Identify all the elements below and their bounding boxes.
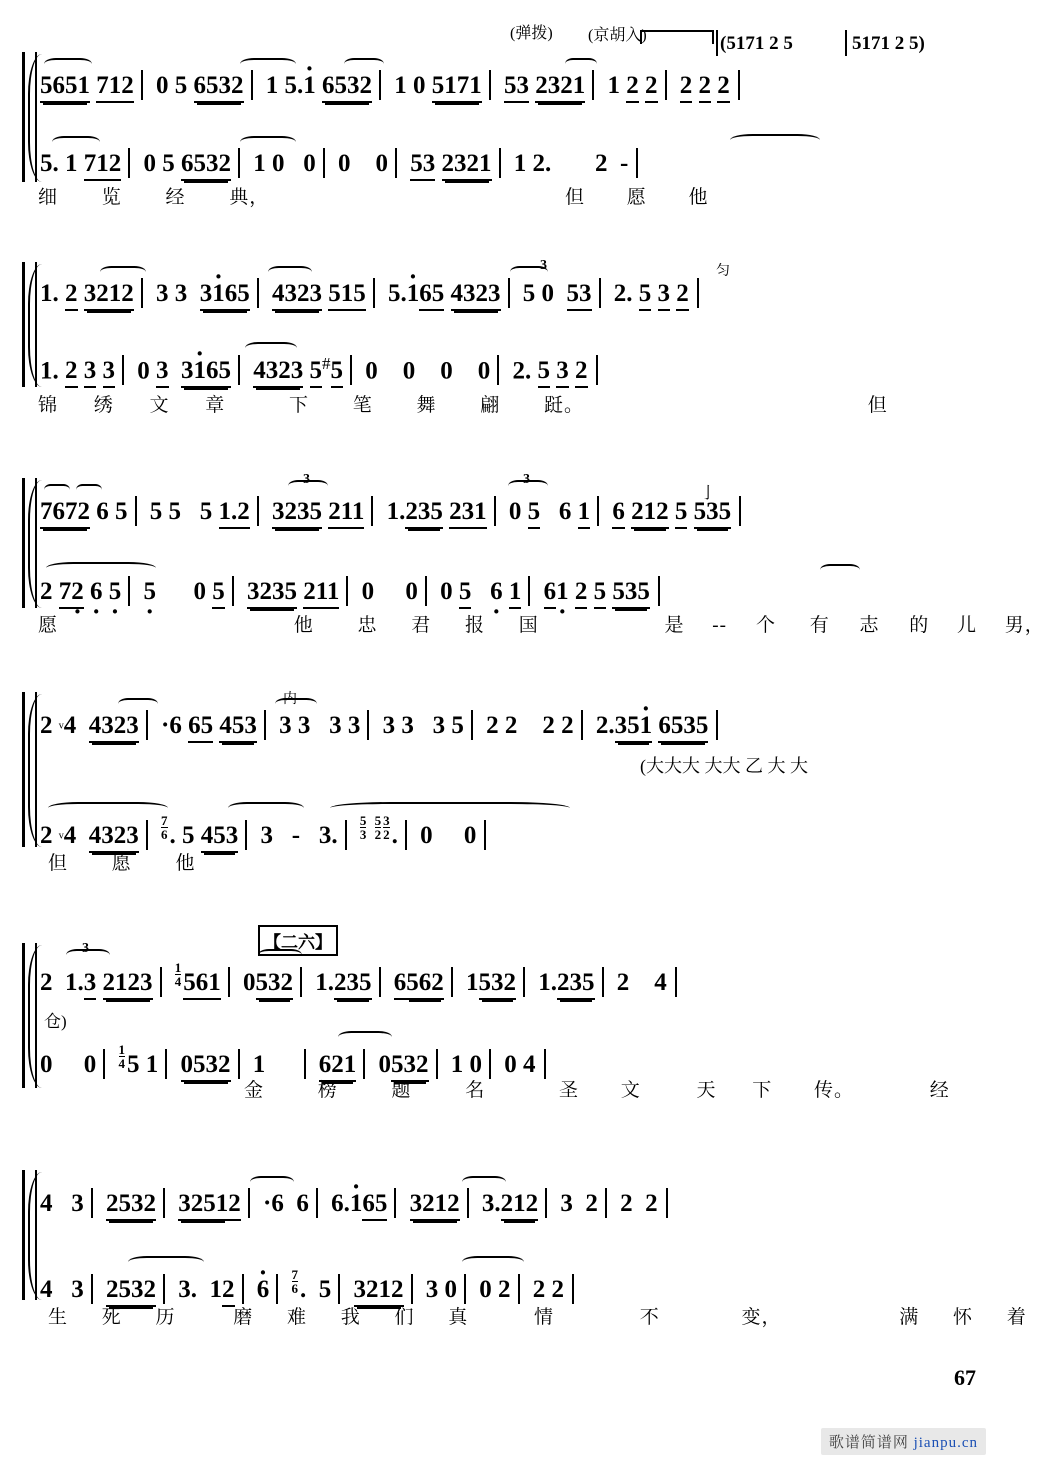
melody-line-6: 4 3 2532 32512 ·6 6 6.· 165 3212 3.212 3 2 2 2 [40, 1188, 668, 1218]
accomp-line-4: 2 ᵛ4 4323 7 6. 5 453 3 - 3. 5 3 5 2 3 2. 0 0 [40, 814, 486, 850]
lyrics-line-1 [38, 182, 745, 209]
slur [250, 1176, 294, 1188]
lyric-syllable: 传。 [814, 1080, 855, 1101]
lyric-syllable: 经 [165, 187, 186, 208]
lyric-syllable: 他 [293, 615, 314, 636]
lyric-syllable: 着 [1006, 1307, 1027, 1328]
slur [48, 802, 168, 814]
slur [245, 342, 297, 354]
lyric-syllable: 怀 [953, 1307, 974, 1328]
lyric-syllable: 但 [565, 187, 586, 208]
lyric-syllable: 生 [48, 1307, 69, 1328]
lyric-syllable: 情 [534, 1307, 555, 1328]
slur [128, 1256, 204, 1268]
slur [118, 698, 158, 710]
lyric-syllable: 我 [340, 1307, 361, 1328]
slur [258, 949, 302, 961]
lyric-syllable: 细 [38, 187, 59, 208]
percussion-annotation-end: 仓) [44, 1012, 67, 1031]
ornament-mark: 内 [283, 692, 297, 707]
slur [462, 1176, 506, 1188]
watermark-url: jianpu.cn [913, 1435, 978, 1451]
lyric-syllable: 历 [155, 1307, 176, 1328]
lyric-syllable: 磨 [233, 1307, 254, 1328]
lyric-syllable: 舞 [416, 395, 437, 416]
lyrics-line-3 [38, 610, 1045, 637]
lyric-syllable: 忠 [357, 615, 378, 636]
system-5 [0, 925, 1000, 1125]
lyric-syllable: 圣 [559, 1080, 580, 1101]
tuplet-mark: 3 [523, 472, 530, 487]
accomp-line-2: 1. 2 3 3 0 3 3· 165 4323 5#5 0 0 0 0 2. 5 3 2 [40, 354, 598, 385]
lyric-syllable: 题 [391, 1080, 412, 1101]
lyric-syllable: 下 [752, 1080, 773, 1101]
lyric-syllable: 愿 [626, 187, 647, 208]
melody-line-1: 5651 712 0 5 6532 1 5.· 1 6532 1 0 5171 53 2321 1 2 2 2 2 2 [40, 70, 740, 100]
lyric-syllable: 经 [929, 1080, 950, 1101]
lyric-syllable: 榜 [317, 1080, 338, 1101]
pickup-group-2: 5171 2 5) [852, 33, 925, 54]
slur [44, 58, 92, 70]
lyric-syllable: 翩 [480, 395, 501, 416]
lyric-syllable: 他 [175, 853, 196, 874]
lyric-syllable: 章 [205, 395, 226, 416]
system-6 [0, 1170, 1027, 1350]
slur [565, 58, 597, 70]
system-4 [0, 692, 1000, 882]
lyric-syllable: 君 [411, 615, 432, 636]
lyric-syllable: -- [712, 615, 727, 636]
lyric-syllable: 但 [867, 395, 888, 416]
melody-line-3: 7672 6 5 5 5 5 1.2 3235 211 1.235 231 0 5 6 1 6 212 5 535 [40, 496, 741, 526]
slur [228, 802, 304, 814]
lyric-syllable: 绣 [93, 395, 114, 416]
lyric-syllable: 但 [48, 853, 69, 874]
lyric-syllable: 国 [518, 615, 539, 636]
lyrics-line-4 [48, 848, 196, 875]
lyric-syllable: 真 [448, 1307, 469, 1328]
phrase-bracket [640, 30, 714, 44]
accomp-line-3: 2 72 · 6 · 5 · 5 · 0 5 3235 211 0 0 0 5 6 · 1 61 · 2 5 535 [40, 576, 660, 606]
lyric-syllable: 们 [394, 1307, 415, 1328]
accomp-line-6: 4 3 2532 3. 12 · 6 7 6. 5 3212 3 0 0 2 2 2 [40, 1268, 574, 1304]
lyric-syllable: 变， [741, 1307, 782, 1328]
slur [462, 1256, 524, 1268]
ornament-mark: 匀 [716, 264, 730, 279]
lyric-syllable: 天 [696, 1080, 717, 1101]
lyric-syllable: 的 [909, 615, 930, 636]
lyric-syllable: 志 [859, 615, 880, 636]
lyric-syllable: 死 [101, 1307, 122, 1328]
ornament-mark: 亅 [700, 485, 717, 502]
slur [44, 484, 70, 496]
lyric-syllable: 下 [289, 395, 310, 416]
annotation-jinghu: (京胡入) [588, 27, 647, 44]
accomp-line-5: 0 0 1 45 1 0532 1 621 0532 1 0 0 4 [40, 1043, 546, 1079]
slur [240, 58, 296, 70]
lyric-syllable: 文 [149, 395, 170, 416]
pickup-group-1: (5171 2 5 [720, 33, 793, 54]
lyric-syllable: 金 [244, 1080, 265, 1101]
lyric-syllable: 愿 [38, 615, 59, 636]
tuplet-mark: 3 [303, 472, 310, 487]
lyric-syllable: 笔 [352, 395, 373, 416]
page-number: 67 [954, 1365, 976, 1390]
percussion-annotation: (大大大 大大 乙 大 大 [640, 756, 808, 776]
slur [46, 562, 156, 574]
lyrics-line-5 [244, 1075, 950, 1102]
watermark [821, 1428, 986, 1455]
slur [76, 484, 102, 496]
lyric-syllable: 不 [639, 1307, 660, 1328]
slur [820, 564, 860, 576]
lyric-syllable: 难 [287, 1307, 308, 1328]
annotation-tanbo: (弹拨) [510, 25, 553, 42]
lyric-syllable: 览 [101, 187, 122, 208]
watermark-text: 歌谱简谱网 [828, 1435, 914, 1451]
lyric-syllable: 锦 [38, 395, 59, 416]
slur [344, 58, 384, 70]
lyric-syllable: 他 [688, 187, 709, 208]
tempo-marking-erliu: 【二六】 [258, 925, 338, 956]
lyric-syllable: 男， [1004, 615, 1045, 636]
lyric-syllable: 名 [465, 1080, 486, 1101]
lyric-syllable: 跹。 [544, 395, 585, 416]
tuplet-mark: 3 [82, 941, 89, 956]
lyric-syllable: 满 [899, 1307, 920, 1328]
slur [100, 266, 146, 278]
slur [240, 136, 296, 148]
slur [338, 1031, 392, 1043]
accomp-line-1: 5. 1 712 0 5 6532 1 0 0 0 0 53 2321 1 2. 2 - [40, 148, 638, 178]
slur [52, 136, 100, 148]
slur [268, 266, 312, 278]
melody-line-4: 2 ᵛ4 4323 ·6 65 453 3 3 3 3 3 3 3 5 2 2 2 2 2.35· 1 6535 [40, 710, 718, 740]
lyrics-line-6 [48, 1302, 1027, 1329]
lyric-syllable: 典， [229, 187, 270, 208]
lyric-syllable: 是 [664, 615, 685, 636]
lyrics-line-2 [38, 390, 888, 417]
lyric-syllable: 文 [620, 1080, 641, 1101]
lyric-syllable: 个 [756, 615, 777, 636]
lyric-syllable: 有 [809, 615, 830, 636]
slur [330, 802, 570, 814]
lyric-syllable: 愿 [111, 853, 132, 874]
melody-line-2: 1. 2 3212 3 3 3· 165 4323 515 5.· 165 4323 5 0 53 2. 5 3 2 [40, 278, 699, 308]
slur [730, 134, 820, 146]
lyric-syllable: 报 [465, 615, 486, 636]
lyric-syllable: 儿 [957, 615, 978, 636]
system-3 [0, 472, 1045, 648]
tuplet-mark: 3 [540, 258, 547, 273]
melody-line-5: 2 1.3 2123 1 4561 0532 1.235 6562 1532 1.235 2 4 [40, 961, 677, 997]
system-2 [0, 258, 1000, 427]
system-1 [0, 52, 1000, 212]
